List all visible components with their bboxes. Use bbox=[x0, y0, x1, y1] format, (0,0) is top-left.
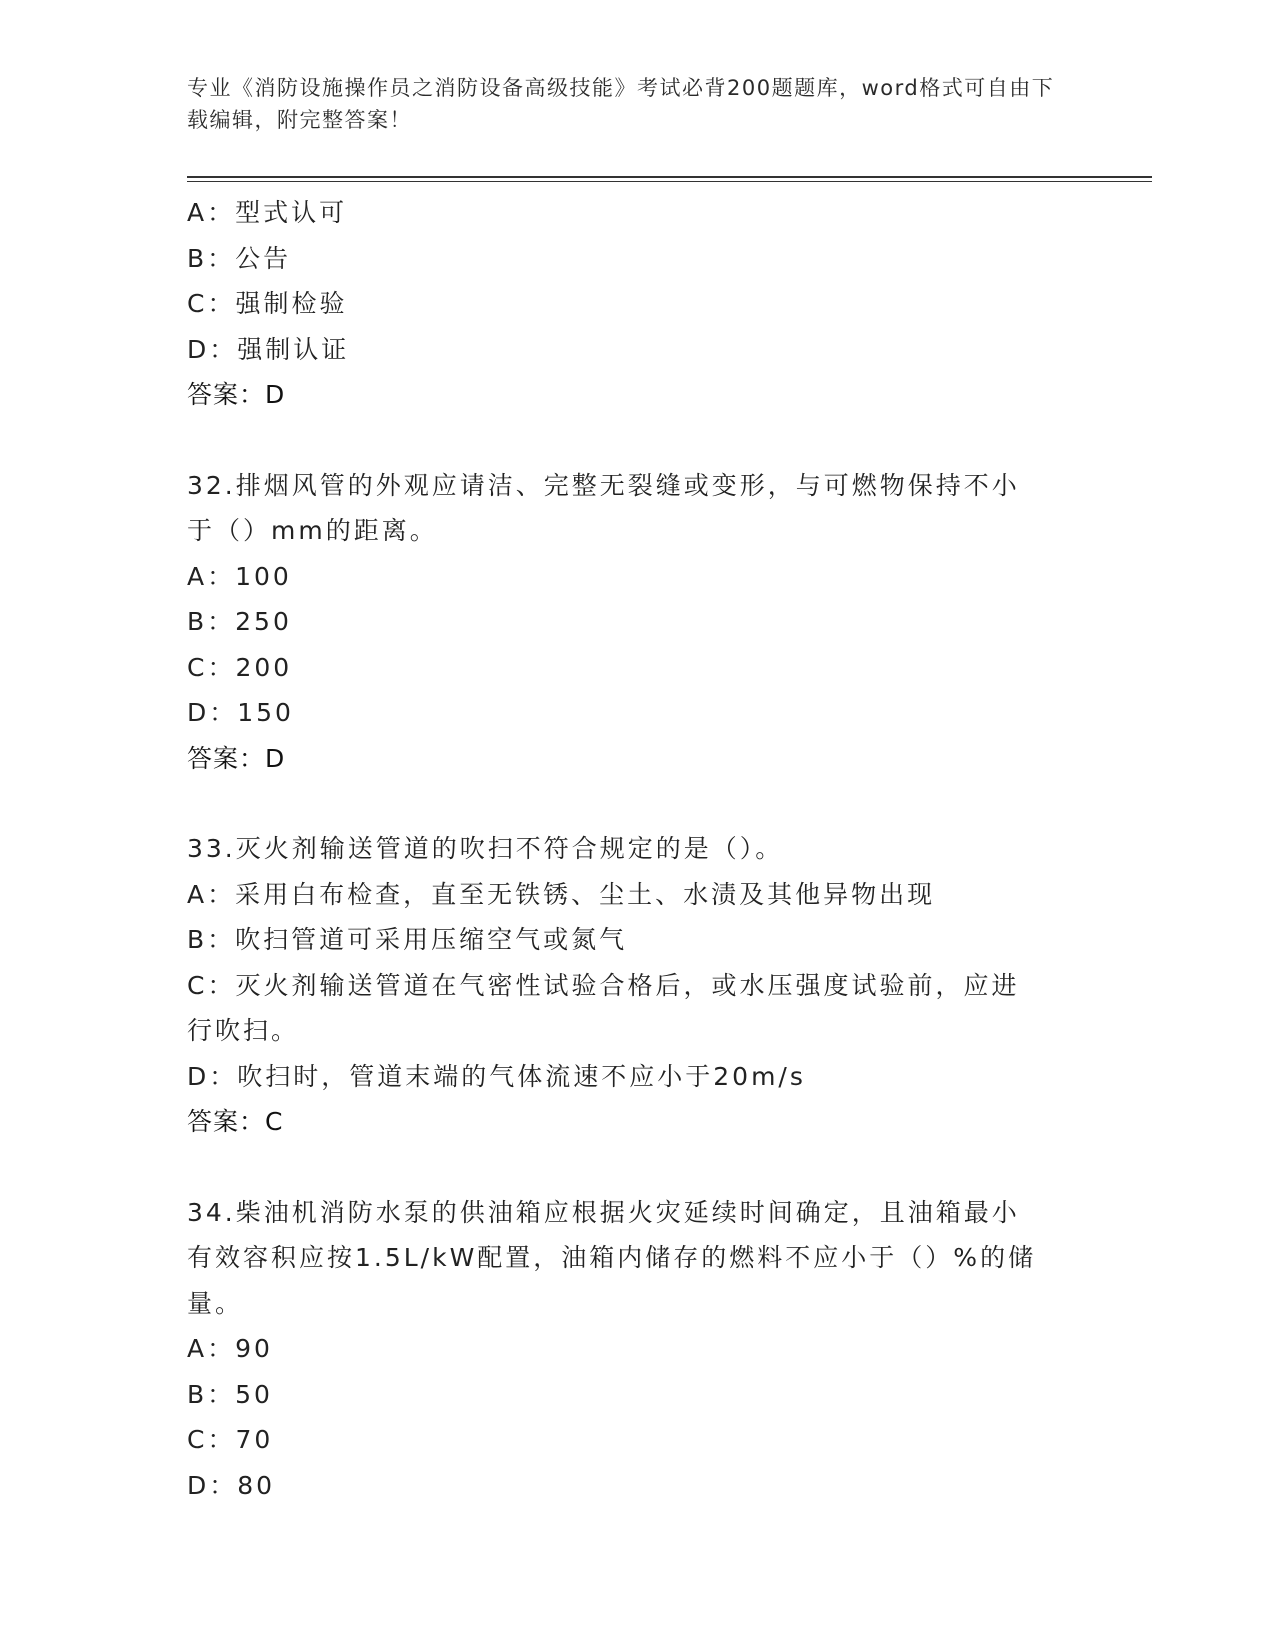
option-d: D：强制认证 bbox=[187, 334, 350, 364]
question-block-34 bbox=[187, 1190, 1087, 1509]
option-a: A：100 bbox=[187, 561, 292, 591]
spacer bbox=[187, 1145, 1087, 1190]
option-b: B：吹扫管道可采用压缩空气或氮气 bbox=[187, 925, 628, 954]
option-d: D：150 bbox=[187, 698, 294, 727]
header-intro-text: 专业《消防设施操作员之消防设备高级技能》考试必背200题题库，word格式可自由下载编辑，附完整答案！ bbox=[187, 76, 1055, 132]
option-c: C：70 bbox=[187, 1425, 274, 1454]
question-text: 33.灭火剂输送管道的吹扫不符合规定的是（）。 bbox=[187, 834, 784, 863]
answer-line: 答案：D bbox=[187, 743, 286, 773]
answer-line: 答案：D bbox=[187, 380, 286, 409]
option-a: A：采用白布检查，直至无铁锈、尘土、水渍及其他异物出现 bbox=[187, 879, 936, 909]
header-divider bbox=[187, 176, 1152, 178]
question-block-33 bbox=[187, 826, 1087, 1145]
question-text: 32.排烟风管的外观应请洁、完整无裂缝或变形，与可燃物保持不小于（）mm的距离。 bbox=[187, 470, 1020, 545]
option-a: A：90 bbox=[187, 1334, 273, 1363]
option-c: C：强制检验 bbox=[187, 289, 348, 318]
spacer bbox=[187, 418, 1087, 463]
option-b: B：250 bbox=[187, 607, 292, 636]
header-divider-thin bbox=[187, 181, 1152, 182]
option-d: D：80 bbox=[187, 1470, 276, 1500]
document-header bbox=[187, 72, 1067, 136]
question-text: 34.柴油机消防水泵的供油箱应根据火灾延续时间确定，且油箱最小有效容积应按1.5L/kW配置，油箱内储存的燃料不应小于（）%的储量。 bbox=[187, 1197, 1037, 1318]
question-block-31 bbox=[187, 190, 1087, 418]
option-b: B：公告 bbox=[187, 243, 292, 273]
question-list bbox=[187, 190, 1087, 1508]
option-a: A：型式认可 bbox=[187, 198, 348, 227]
option-c: C：灭火剂输送管道在气密性试验合格后，或水压强度试验前，应进行吹扫。 bbox=[187, 970, 1020, 1045]
option-c: C：200 bbox=[187, 652, 293, 682]
spacer bbox=[187, 781, 1087, 826]
option-d: D：吹扫时，管道末端的气体流速不应小于20m/s bbox=[187, 1061, 806, 1091]
option-b: B：50 bbox=[187, 1379, 273, 1409]
question-block-32 bbox=[187, 463, 1087, 782]
answer-line: 答案：C bbox=[187, 1107, 284, 1136]
